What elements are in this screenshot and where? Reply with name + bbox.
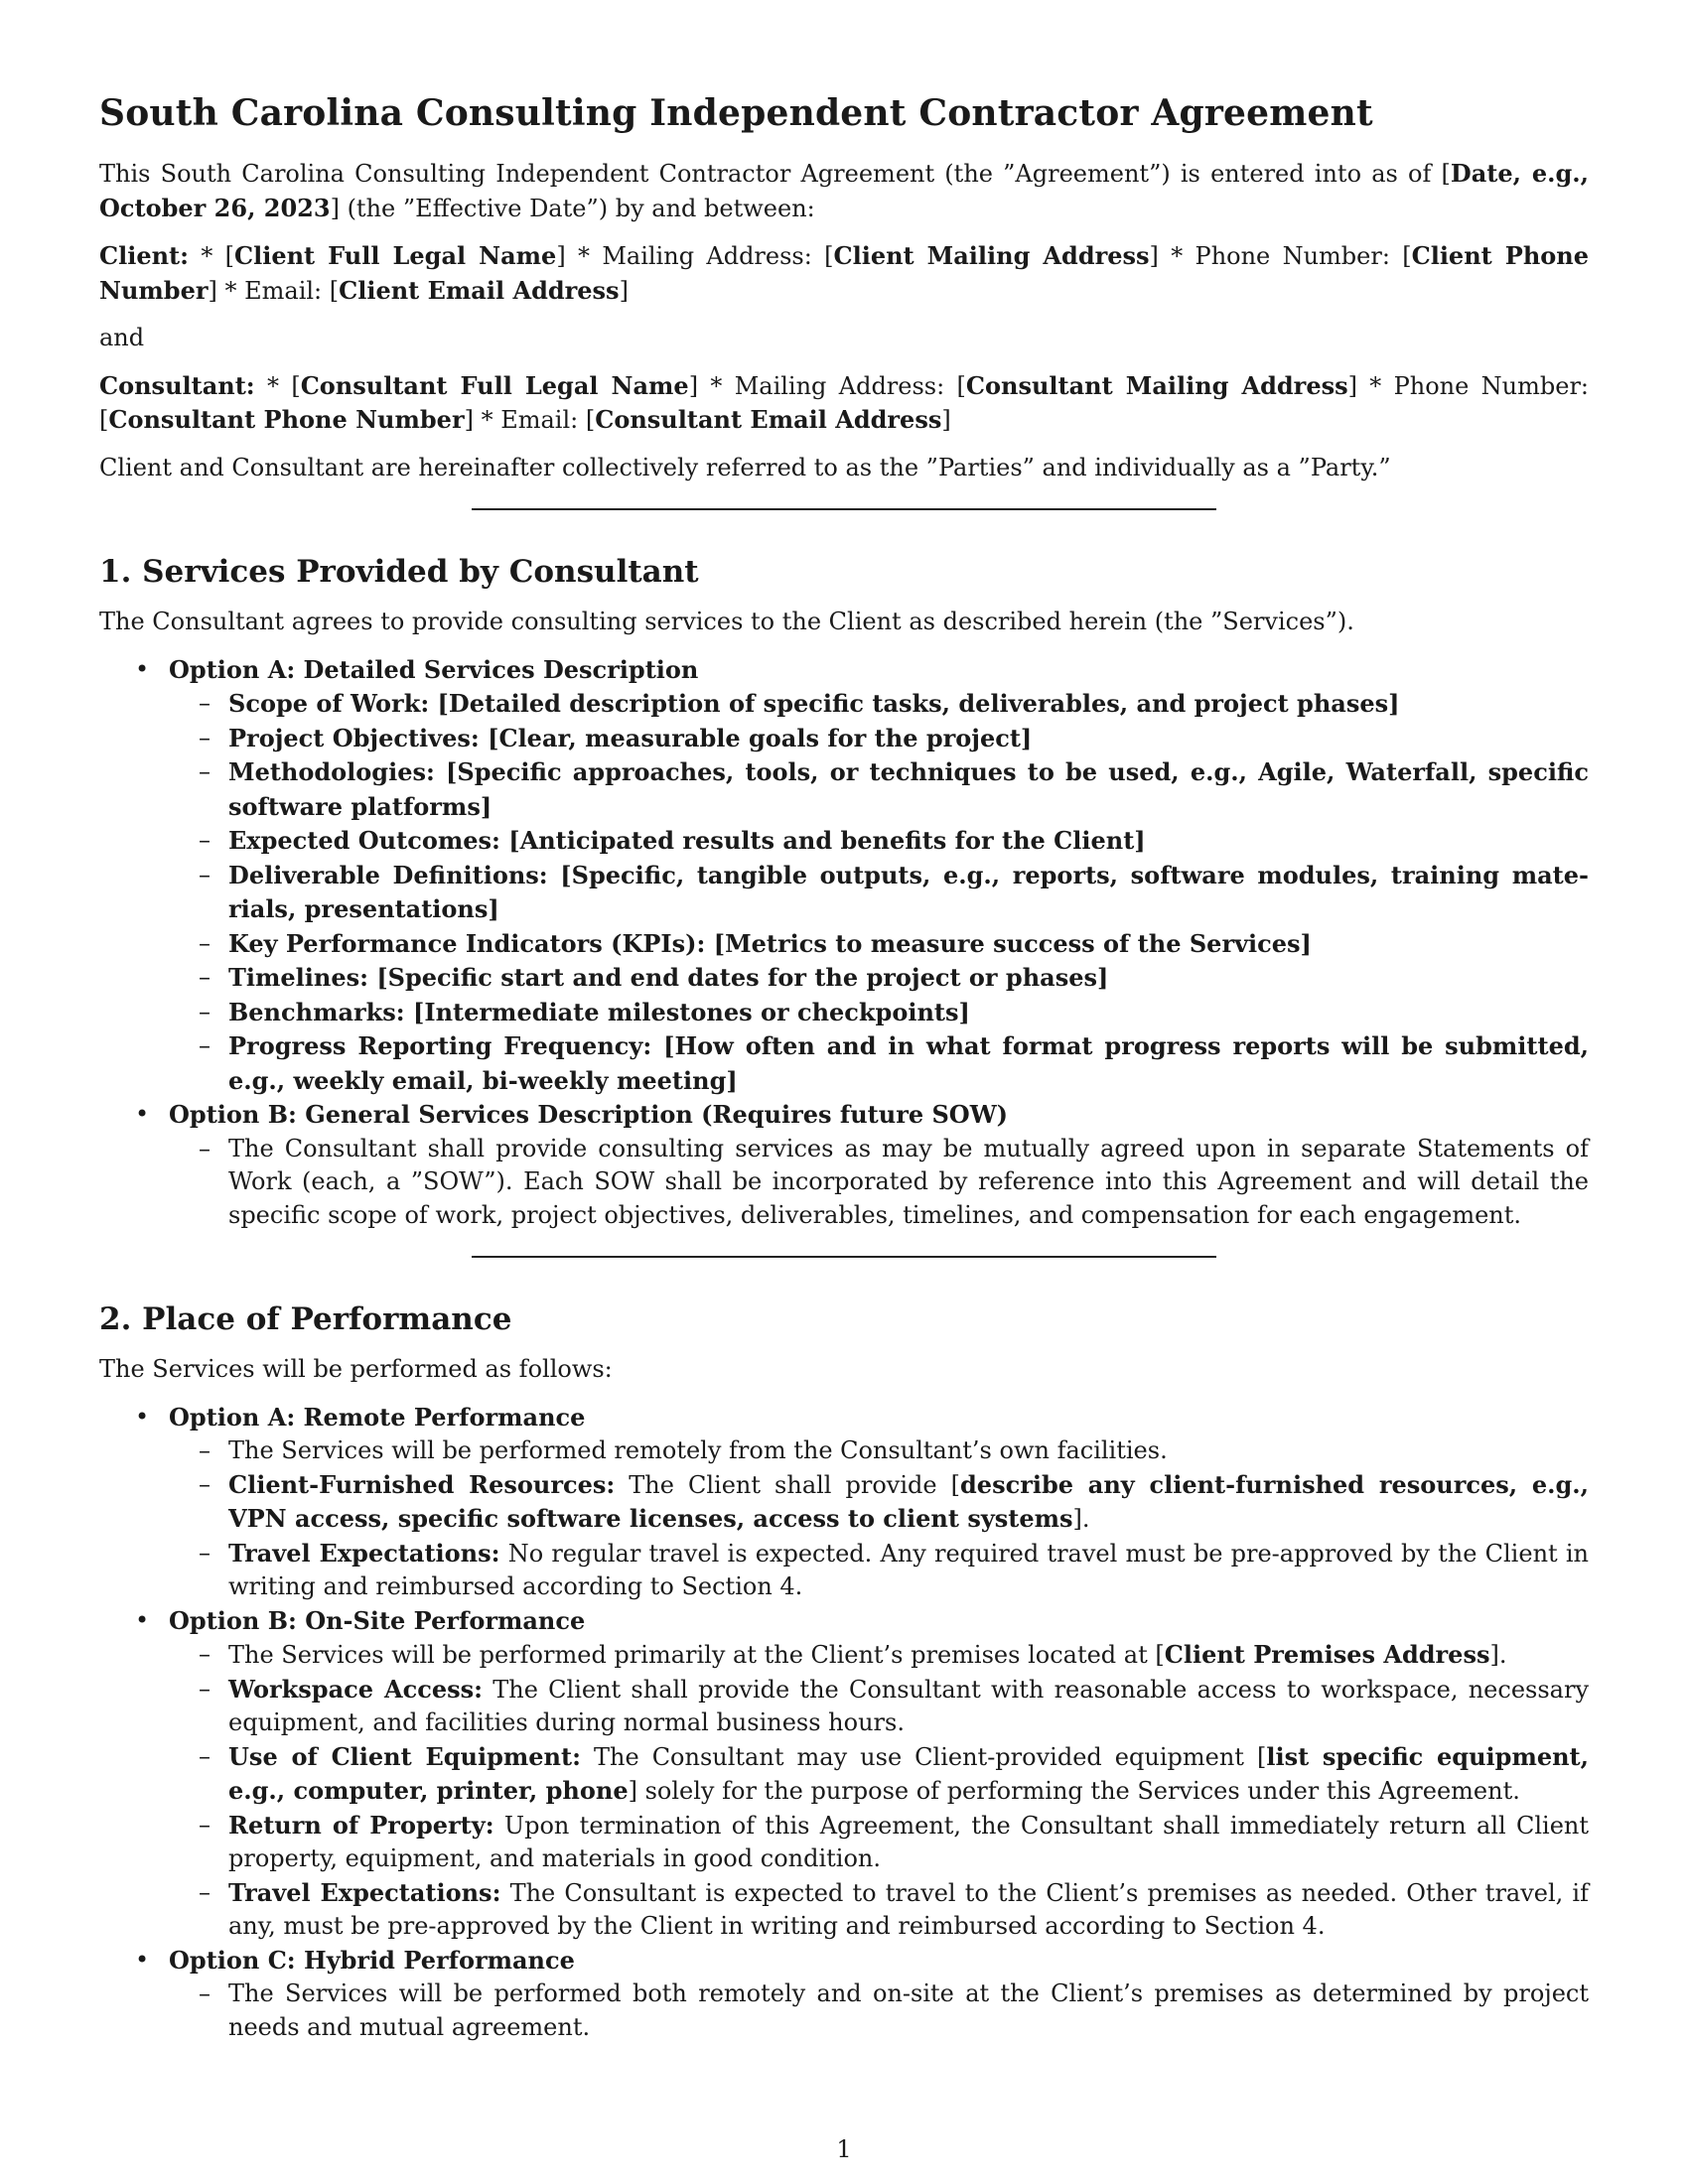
section-1-intro: The Consultant agrees to provide consulting services to the Client as described herein (the ”Services”). bbox=[99, 608, 1354, 635]
list-item: – Progress Reporting Frequency: [How often and in what format progress reports will be submitted, e.g., weekly email, bi-weekly meeting] bbox=[169, 1029, 1589, 1098]
list-item: – Workspace Access: The Client shall provide the Consultant with reasonable access to workspace, necessary equipment, and facilities during normal business hours. bbox=[169, 1673, 1589, 1740]
list-item: – Return of Property: Upon termination of this Agreement, the Consultant shall immediately return all Client property, equipment, and materials in good condition. bbox=[169, 1809, 1589, 1876]
intro-paragraph: This South Carolina Consulting Independent Contractor Agreement (the ”Agreement”) is entered into as of [Date, e.g., October 26, 2023] (the ”Effective Date”) by and between: bbox=[99, 159, 1590, 222]
section-divider bbox=[472, 508, 1216, 510]
list-item: – The Services will be performed primarily at the Client’s premises located at [Client Premises Address]. bbox=[169, 1638, 1589, 1673]
document-page bbox=[99, 91, 1589, 2052]
place-option-c bbox=[99, 1944, 1589, 2045]
consultant-email-placeholder: Consultant Email Address bbox=[595, 405, 942, 434]
option-title: Option B: On-Site Performance bbox=[169, 1605, 586, 1635]
section-1-heading: 1. Services Provided by Consultant bbox=[99, 554, 699, 590]
consultant-block: Consultant: * [Consultant Full Legal Name] * Mailing Address: [Consultant Mailing Address] * Phone Number: [Consultant Phone Number] * Email: [Consultant Email Address] bbox=[99, 370, 1590, 434]
option-title: Option A: Detailed Services Description bbox=[169, 654, 699, 684]
list-item: – Timelines: [Specific start and end dates for the project or phases] bbox=[169, 961, 1589, 996]
list-item: – Travel Expectations: The Consultant is expected to travel to the Client’s premises as needed. Other travel, if any, must be pre-approved by the Client in writing and reimbursed according to Section 4. bbox=[169, 1876, 1589, 1944]
page-number: 1 bbox=[836, 2135, 852, 2163]
consultant-phone-placeholder: Consultant Phone Number bbox=[108, 405, 465, 434]
section-2-options bbox=[99, 1401, 1589, 2045]
list-item: – Methodologies: [Specific approaches, tools, or techniques to be used, e.g., Agile, Waterfall, specific software platforms] bbox=[169, 755, 1589, 824]
list-item: – Travel Expectations: No regular travel is expected. Any required travel must be pre-approved by the Client in writing and reimbursed according to Section 4. bbox=[169, 1537, 1589, 1604]
client-email-placeholder: Client Email Address bbox=[339, 275, 620, 305]
client-phone-placeholder: Client Phone Number bbox=[99, 241, 1589, 305]
and-text: and bbox=[99, 324, 145, 351]
list-item: – Project Objectives: [Clear, measurable goals for the project] bbox=[169, 722, 1589, 756]
list-item: – Client-Furnished Resources: The Client shall provide [describe any client-furnished resources, e.g., VPN access, specific software licenses, access to client systems]. bbox=[169, 1468, 1589, 1537]
option-a-items bbox=[169, 687, 1589, 1098]
option-title: Option A: Remote Performance bbox=[169, 1402, 586, 1432]
list-item: – Expected Outcomes: [Anticipated results and benefits for the Client] bbox=[169, 824, 1589, 859]
services-option-b bbox=[99, 1098, 1589, 1232]
list-item: – Use of Client Equipment: The Consultant may use Client-provided equipment [list specific equipment, e.g., computer, printer, phone] solely for the purpose of performing the Services under this Agreement. bbox=[169, 1740, 1589, 1809]
list-item: – The Services will be performed remotely from the Consultant’s own facilities. bbox=[169, 1434, 1589, 1468]
client-address-placeholder: Client Mailing Address bbox=[833, 241, 1150, 270]
document-title: South Carolina Consulting Independent Contractor Agreement bbox=[99, 92, 1373, 134]
section-divider bbox=[472, 1256, 1216, 1258]
place-option-a bbox=[99, 1401, 1589, 1604]
consultant-label: Consultant: bbox=[99, 370, 255, 400]
list-item: – The Consultant shall provide consulting services as may be mutually agreed upon in separate Statements of Work (each, a ”SOW”). Each SOW shall be incorporated by reference into this Agreement and will detail the specific scope of work, project objectives, deliverables, timelines, and compensation for each engagement. bbox=[169, 1133, 1589, 1233]
section-2-intro: The Services will be performed as follows: bbox=[99, 1355, 613, 1383]
client-label: Client: bbox=[99, 241, 189, 270]
client-name-placeholder: Client Full Legal Name bbox=[234, 241, 557, 270]
section-2-heading: 2. Place of Performance bbox=[99, 1301, 512, 1337]
section-1-options bbox=[99, 653, 1589, 1233]
list-item: – The Services will be performed both remotely and on-site at the Client’s premises as determined by project needs and mutual agreement. bbox=[169, 1978, 1589, 2044]
consultant-name-placeholder: Consultant Full Legal Name bbox=[300, 370, 689, 400]
list-item: – Deliverable Definitions: [Specific, tangible outputs, e.g., reports, software modules, training mate-rials, presentations] bbox=[169, 859, 1589, 927]
list-item: – Scope of Work: [Detailed description of specific tasks, deliverables, and project phases] bbox=[169, 687, 1589, 722]
list-item: – Key Performance Indicators (KPIs): [Metrics to measure success of the Services] bbox=[169, 927, 1589, 962]
option-title: Option C: Hybrid Performance bbox=[169, 1945, 575, 1975]
services-option-a bbox=[99, 653, 1589, 1099]
consultant-address-placeholder: Consultant Mailing Address bbox=[965, 370, 1348, 400]
place-option-b bbox=[99, 1604, 1589, 1944]
effective-date-placeholder: Date, e.g., October 26, 2023 bbox=[99, 159, 1590, 222]
parties-paragraph: Client and Consultant are hereinafter collectively referred to as the ”Parties” and individually as a ”Party.” bbox=[99, 453, 1391, 481]
list-item: – Benchmarks: [Intermediate milestones or checkpoints] bbox=[169, 996, 1589, 1030]
option-title: Option B: General Services Description (Requires future SOW) bbox=[169, 1100, 1009, 1129]
client-block: Client: * [Client Full Legal Name] * Mailing Address: [Client Mailing Address] * Phone Number: [Client Phone Number] * Email: [Client Email Address] bbox=[99, 241, 1589, 305]
